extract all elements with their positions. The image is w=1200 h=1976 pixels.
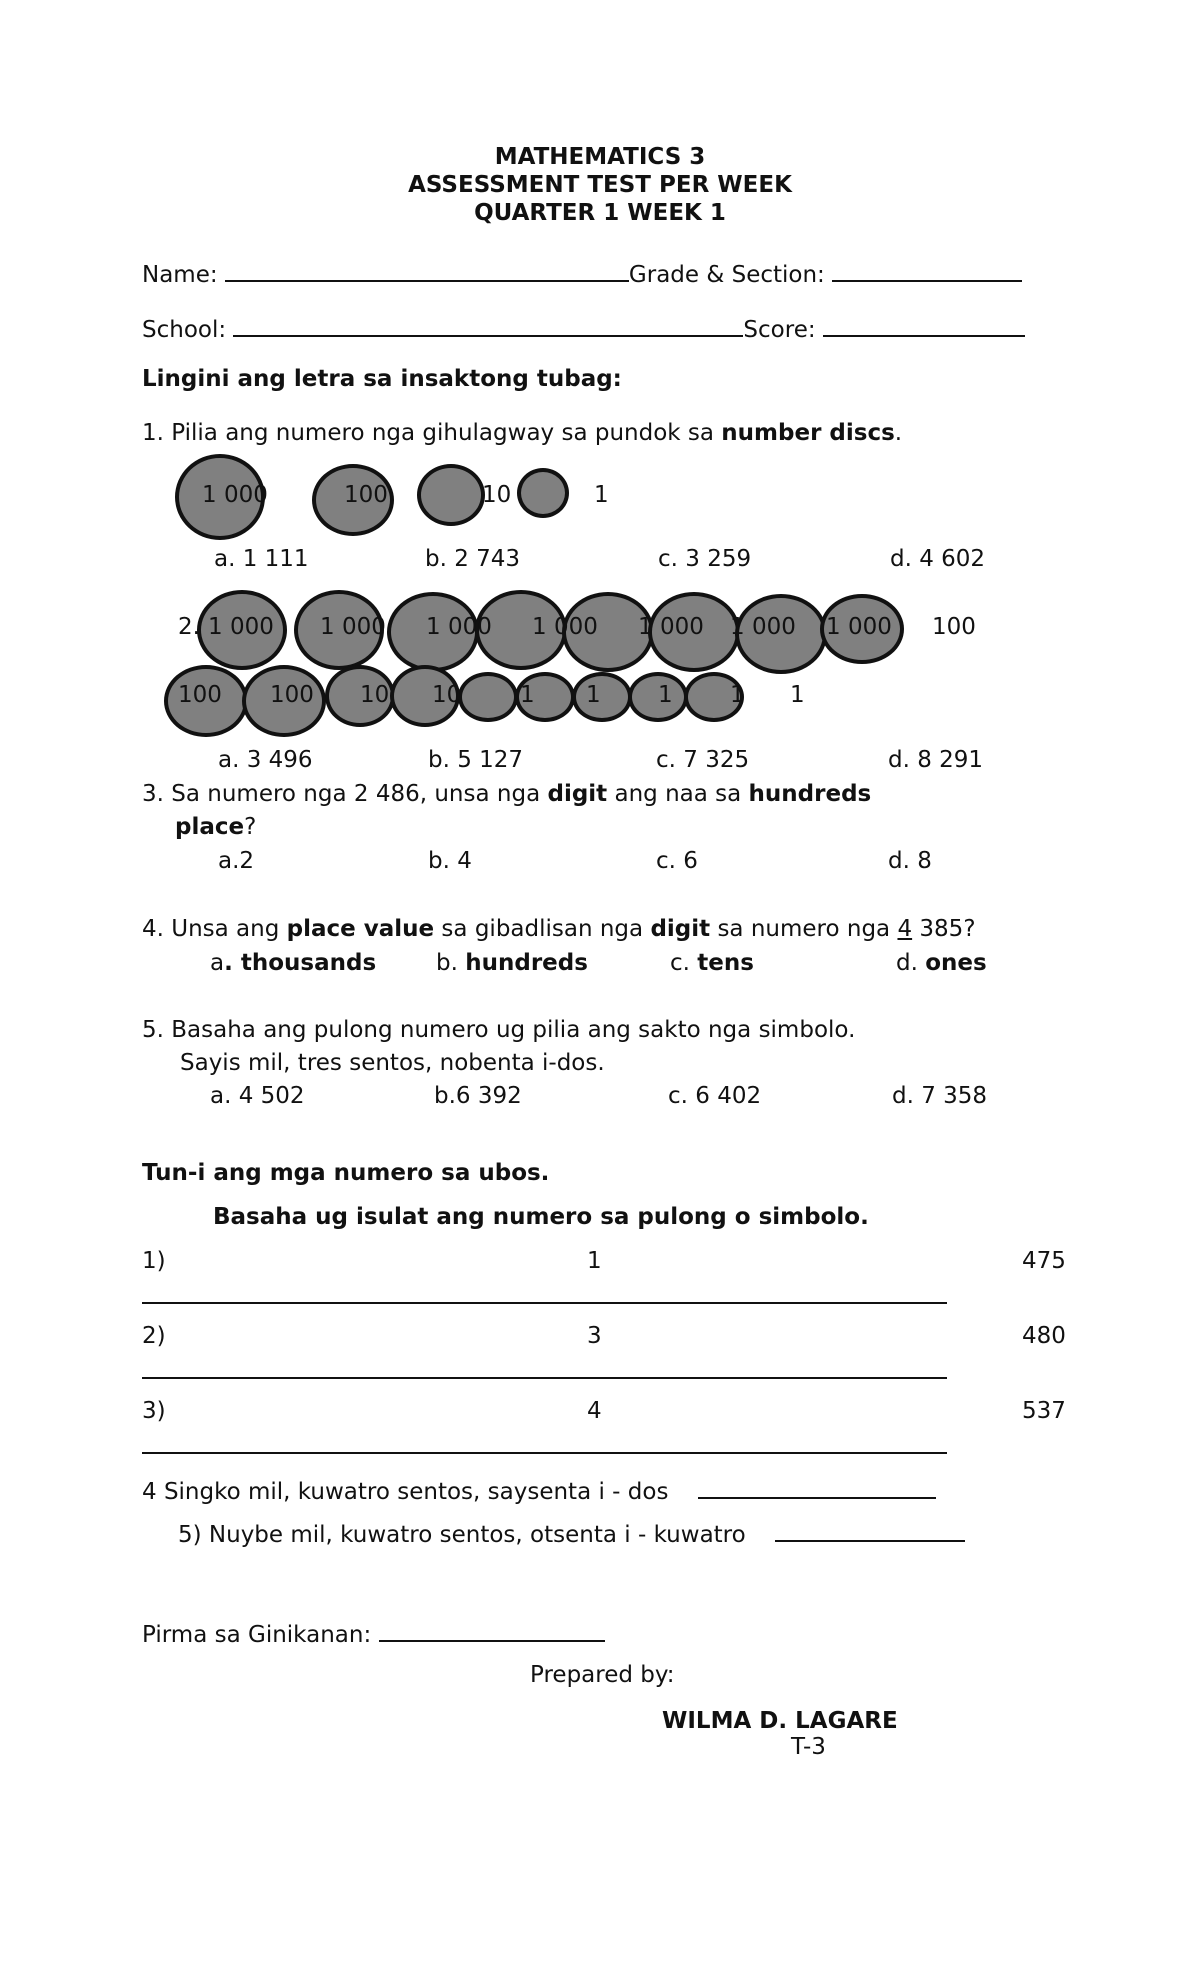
disc-label: 1 000 bbox=[202, 482, 268, 508]
disc-one bbox=[458, 672, 518, 722]
title-assessment: ASSESSMENT TEST PER WEEK bbox=[408, 172, 792, 198]
item-5-answer[interactable] bbox=[775, 1518, 965, 1542]
q3-choice-b[interactable]: b. 4 bbox=[428, 848, 472, 874]
disc-label: 1 bbox=[730, 682, 745, 708]
disc-ten bbox=[417, 464, 485, 526]
disc-label: 1 000 bbox=[638, 614, 704, 640]
name-field[interactable] bbox=[225, 258, 629, 282]
disc-label: 100 bbox=[344, 482, 388, 508]
item-4-answer[interactable] bbox=[698, 1475, 936, 1499]
instruction: Lingini ang letra sa insaktong tubag: bbox=[142, 366, 622, 392]
q5-choice-b[interactable]: b.6 392 bbox=[434, 1083, 522, 1109]
disc-one bbox=[572, 672, 632, 722]
underlined-digit: 4 bbox=[897, 916, 913, 942]
disc-label: 1 000 bbox=[826, 614, 892, 640]
name-label: Name: bbox=[142, 262, 218, 288]
teacher-name: WILMA D. LAGARE bbox=[662, 1708, 898, 1734]
disc-label: 100 bbox=[932, 614, 976, 640]
disc-label: 1 bbox=[790, 682, 805, 708]
row-label: 2) bbox=[142, 1323, 166, 1349]
row-right: 537 bbox=[1022, 1398, 1066, 1424]
disc-label: 1 bbox=[586, 682, 601, 708]
score-field[interactable] bbox=[823, 313, 1025, 337]
q2-choice-a[interactable]: a. 3 496 bbox=[218, 747, 313, 773]
q5-words: Sayis mil, tres sentos, nobenta i-dos. bbox=[180, 1050, 605, 1076]
teacher-title: T-3 bbox=[791, 1734, 826, 1760]
q1-choice-d[interactable]: d. 4 602 bbox=[890, 546, 986, 572]
q4-choice-d[interactable]: d. ones bbox=[896, 950, 987, 976]
q1-choice-c[interactable]: c. 3 259 bbox=[658, 546, 752, 572]
disc-label: 10 bbox=[432, 682, 462, 708]
school-field[interactable] bbox=[233, 313, 743, 337]
row-label: 3) bbox=[142, 1398, 166, 1424]
disc-label: 1 000 bbox=[426, 614, 492, 640]
q1-choice-a[interactable]: a. 1 111 bbox=[214, 546, 309, 572]
q4-choice-c[interactable]: c. tens bbox=[670, 950, 754, 976]
disc-label: 10 bbox=[360, 682, 390, 708]
q1-text: 1. Pilia ang numero nga gihulagway sa pundok sa number discs. bbox=[142, 420, 903, 446]
row-mid: 3 bbox=[587, 1323, 602, 1349]
disc-one bbox=[517, 468, 569, 518]
q2-choice-c[interactable]: c. 7 325 bbox=[656, 747, 750, 773]
q4-text: 4. Unsa ang place value sa gibadlisan nga digit sa numero nga 4 385? bbox=[142, 916, 976, 942]
disc-label: 1 bbox=[658, 682, 673, 708]
disc-label: 1 bbox=[594, 482, 609, 508]
row-label: 1) bbox=[142, 1248, 166, 1274]
disc-label: 100 bbox=[270, 682, 314, 708]
q3-choice-a[interactable]: a.2 bbox=[218, 848, 255, 874]
disc-label: 1 000 bbox=[208, 614, 274, 640]
q3-text-cont: place? bbox=[175, 814, 257, 840]
disc-label: 1 000 bbox=[320, 614, 386, 640]
q2-number: 2. bbox=[178, 614, 200, 640]
q5-choice-d[interactable]: d. 7 358 bbox=[892, 1083, 988, 1109]
q2-choice-b[interactable]: b. 5 127 bbox=[428, 747, 524, 773]
q5-text: 5. Basaha ang pulong numero ug pilia ang sakto nga simbolo. bbox=[142, 1017, 856, 1043]
answer-line[interactable] bbox=[142, 1452, 947, 1454]
row-right: 475 bbox=[1022, 1248, 1066, 1274]
row-mid: 1 bbox=[587, 1248, 602, 1274]
row-right: 480 bbox=[1022, 1323, 1066, 1349]
prepared-by: Prepared by: bbox=[530, 1662, 675, 1688]
answer-line[interactable] bbox=[142, 1302, 947, 1304]
score-label: Score: bbox=[743, 317, 816, 343]
q3-choice-c[interactable]: c. 6 bbox=[656, 848, 698, 874]
disc-label: 1 000 bbox=[730, 614, 796, 640]
part2-subtitle: Basaha ug isulat ang numero sa pulong o simbolo. bbox=[213, 1204, 869, 1230]
q5-choice-a[interactable]: a. 4 502 bbox=[210, 1083, 305, 1109]
q3-text: 3. Sa numero nga 2 486, unsa nga digit ang naa sa hundreds bbox=[142, 781, 872, 807]
q4-choice-a[interactable]: a. thousands bbox=[210, 950, 377, 976]
signature-row: Pirma sa Ginikanan: bbox=[142, 1618, 605, 1647]
q4-choice-b[interactable]: b. hundreds bbox=[436, 950, 588, 976]
answer-line[interactable] bbox=[142, 1377, 947, 1379]
item-5: 5) Nuybe mil, kuwatro sentos, otsenta i - kuwatro bbox=[178, 1518, 965, 1547]
grade-label: Grade & Section: bbox=[628, 262, 825, 288]
disc-label: 1 bbox=[520, 682, 535, 708]
q1-choice-b[interactable]: b. 2 743 bbox=[425, 546, 521, 572]
q3-choice-d[interactable]: d. 8 bbox=[888, 848, 932, 874]
grade-field[interactable] bbox=[832, 258, 1022, 282]
disc-label: 100 bbox=[178, 682, 222, 708]
part2-title: Tun-i ang mga numero sa ubos. bbox=[142, 1160, 550, 1186]
name-row bbox=[142, 258, 1022, 287]
disc-label: 1 000 bbox=[532, 614, 598, 640]
q5-choice-c[interactable]: c. 6 402 bbox=[668, 1083, 762, 1109]
disc-label: 10 bbox=[482, 482, 512, 508]
item-4: 4 Singko mil, kuwatro sentos, saysenta i - dos bbox=[142, 1475, 936, 1504]
title-subject: MATHEMATICS 3 bbox=[494, 144, 706, 170]
row-mid: 4 bbox=[587, 1398, 602, 1424]
signature-field[interactable] bbox=[379, 1618, 605, 1642]
title-quarter: QUARTER 1 WEEK 1 bbox=[474, 200, 726, 226]
q2-choice-d[interactable]: d. 8 291 bbox=[888, 747, 984, 773]
school-row bbox=[142, 313, 1025, 342]
school-label: School: bbox=[142, 317, 227, 343]
